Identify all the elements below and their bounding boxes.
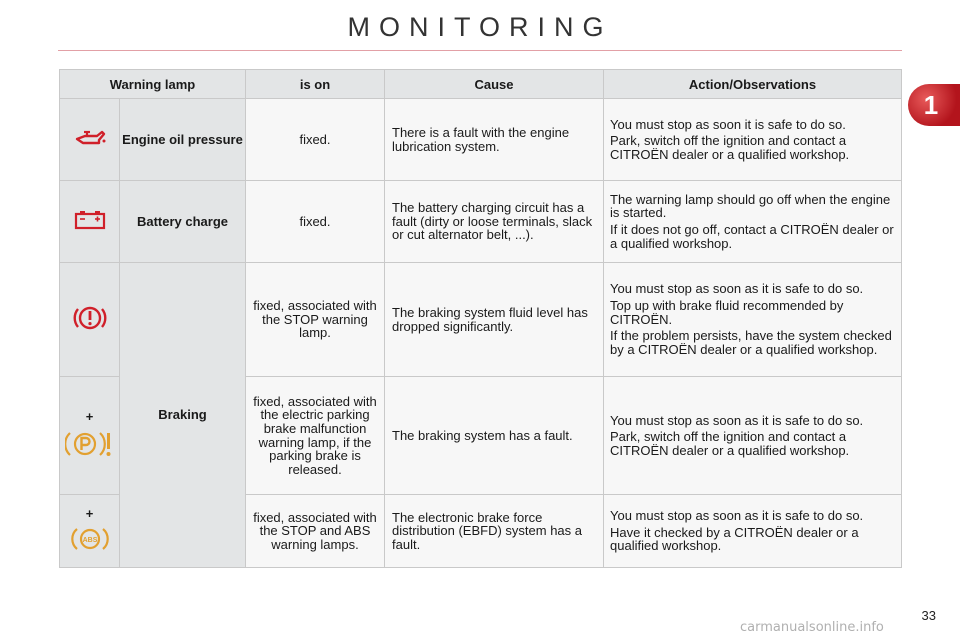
oil-can-icon (73, 128, 107, 148)
header-action: Action/Observations (604, 70, 902, 99)
lamp-name: Battery charge (120, 181, 246, 263)
is-on-text: fixed, associated with the STOP and ABS warning lamps. (246, 495, 385, 568)
page-title: MONITORING (347, 12, 613, 42)
title-divider (58, 50, 902, 51)
battery-icon (73, 209, 107, 231)
table-row (60, 263, 902, 377)
action-cell (604, 495, 902, 568)
chapter-tab[interactable]: 1 (908, 84, 960, 126)
is-on-text: fixed. (246, 99, 385, 181)
header-warning-lamp: Warning lamp (60, 70, 246, 99)
watermark: carmanualsonline.info (740, 620, 884, 635)
page-number: 33 (921, 608, 936, 623)
brake-warning-icon (71, 303, 109, 333)
table-row (60, 99, 902, 181)
is-on-text: fixed. (246, 181, 385, 263)
abs-label: ABS (82, 537, 97, 544)
warning-lamp-table (59, 69, 902, 568)
icon-cell (60, 495, 120, 568)
plus-sign: + (85, 408, 94, 424)
action-text: Have it checked by a CITROËN dealer or a qualified workshop. (610, 524, 859, 554)
abs-icon (71, 525, 109, 553)
action-text: Top up with brake fluid recommended by CITROËN. (610, 298, 844, 327)
action-text: The warning lamp should go off when the engine is started. (610, 191, 891, 221)
cause-text: The braking system fluid level has dropped significantly. (385, 263, 604, 377)
action-text: If it does not go off, contact a CITROËN dealer or a qualified workshop. (610, 222, 894, 251)
cause-text: The battery charging circuit has a fault (dirty or loose terminals, slack or cut alternator belt, ...). (385, 181, 604, 263)
is-on-text: fixed, associated with the electric parking brake malfunction warning lamp, if the parking brake is released. (246, 377, 385, 495)
lamp-name: Braking (120, 263, 246, 568)
action-text: You must stop as soon it is safe to do so. (610, 116, 846, 132)
action-cell (604, 181, 902, 263)
icon-cell (60, 181, 120, 263)
lamp-name: Engine oil pressure (120, 99, 246, 181)
header-cause: Cause (385, 70, 604, 99)
action-cell (604, 99, 902, 181)
header-is-on: is on (246, 70, 385, 99)
action-text: Park, switch off the ignition and contact a CITROËN dealer or a qualified workshop. (610, 133, 850, 162)
cause-text: There is a fault with the engine lubrication system. (385, 99, 604, 181)
action-text: You must stop as soon as it is safe to do so. (610, 508, 864, 524)
icon-cell (60, 377, 120, 495)
icon-cell (60, 99, 120, 181)
action-text: You must stop as soon as it is safe to do so. (610, 281, 864, 297)
table-row (60, 181, 902, 263)
icon-cell (60, 263, 120, 377)
is-on-text: fixed, associated with the STOP warning lamp. (246, 263, 385, 377)
action-cell (604, 377, 902, 495)
action-text: You must stop as soon as it is safe to do so. (610, 412, 864, 428)
parking-brake-fault-icon (65, 428, 115, 460)
plus-sign: + (85, 506, 94, 521)
action-cell (604, 263, 902, 377)
action-text: If the problem persists, have the system checked by a CITROËN dealer or a qualified workshop. (610, 328, 892, 357)
table-header-row (60, 70, 902, 99)
cause-text: The braking system has a fault. (385, 377, 604, 495)
cause-text: The electronic brake force distribution (EBFD) system has a fault. (385, 495, 604, 568)
action-text: Park, switch off the ignition and contact a CITROËN dealer or a qualified workshop. (610, 429, 850, 458)
